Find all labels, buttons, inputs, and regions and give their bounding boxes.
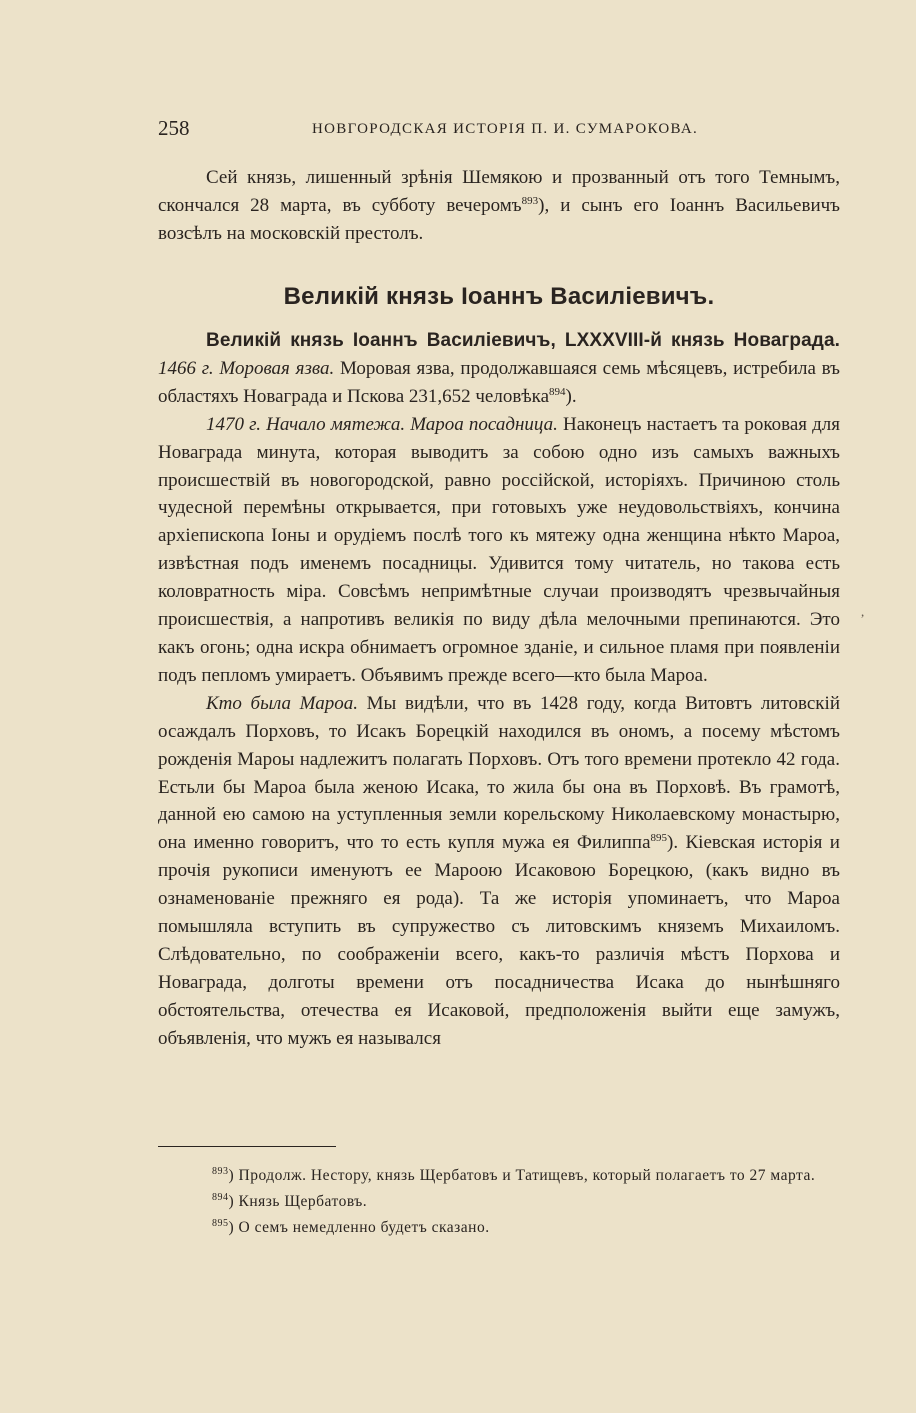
paragraph-1470 (158, 411, 840, 690)
footnote-number: 893 (212, 1166, 229, 1177)
footnote-number: 895 (212, 1218, 229, 1229)
paragraph-who-text-1: Мы видѣли, что въ 1428 году, когда Витовтъ литовскій осаждалъ Порховъ, то Исакъ Борецкій находился въ ономъ, а посему мѣстомъ рожденія Мароы надлежитъ полагать Порховъ. Отъ того времени протекло 42 года. Естьли бы Мароа была женою Исака, то жила бы она въ Порховѣ. Въ грамотѣ, данной ею самою на уступленныя земли корельскому Николаевскому монастырю, она именно говоритъ, что то есть купля мужа ея Филиппа (158, 692, 840, 854)
marginal-marker-martha: Кто была Мароа. (206, 692, 358, 714)
footnote-894 (158, 1189, 840, 1215)
footnote-893 (158, 1163, 840, 1189)
intro-text-2: ), и сынъ его Іоаннъ Васильевичъ возсѣлъ на московскій престолъ. (158, 194, 840, 244)
footnote-ref-895[interactable]: 895 (650, 832, 667, 845)
margin-mark: , (861, 604, 865, 619)
footnote-895 (158, 1215, 840, 1241)
section-text-1: Моровая язва, продолжавшаяся семь мѣсяцевъ, истребила въ областяхъ Новаграда и Пскова 231,652 человѣка (158, 357, 840, 407)
paragraph-who-was-martha (158, 690, 840, 1053)
paragraph-who-text-2: ). Кіевская исторія и прочія рукописи именуютъ ее Мароою Исаковою Борецкою, (какъ видно въ ознаменованіе прежняго ея рода). Та же исторія упоминаетъ, что Мароа помышляла вступить въ супружество съ литовскимъ княземъ Михаиломъ. Слѣдовательно, по соображеніи всего, какъ-то различія мѣстъ Порхова и Новаграда, долготы времени отъ посадничества Исака до нынѣшняго обстоятельства, отечества ея Исаковой, предположенія выйти еще замужъ, объявленія, что мужъ ея назывался (158, 832, 840, 1049)
intro-block (158, 164, 840, 248)
running-head (158, 116, 840, 146)
section-paragraph (158, 327, 840, 411)
running-title: НОВГОРОДСКАЯ ИСТОРІЯ П. И. СУМАРОКОВА. (312, 121, 699, 137)
footnote-number: 894 (212, 1192, 229, 1203)
footnote-ref-894[interactable]: 894 (549, 385, 566, 398)
section-text-2: ). (565, 385, 577, 407)
intro-text-1: Сей князь, лишенный зрѣнія Шемякою и прозванный отъ того Темнымъ, скончался 28 марта, въ субботу вечеромъ (158, 167, 840, 216)
footnotes (158, 1163, 840, 1241)
body-block (158, 327, 840, 1053)
section-heading: Великій князь Іоаннъ Василіевичъ, LXXXVIII-й князь Новаграда. (206, 330, 840, 351)
chapter-title: Великій князь Іоаннъ Василіевичъ. (283, 283, 715, 310)
footnote-text: ) Продолж. Нестору, князь Щербатовъ и Татищевъ, который полагаетъ то 27 марта. (228, 1167, 816, 1184)
footnote-text: ) Князь Щербатовъ. (228, 1193, 368, 1210)
marginal-marker-1470: 1470 г. Начало мятежа. Мароа посадница. (206, 413, 558, 435)
footnote-text: ) О семъ немедленно будетъ сказано. (228, 1219, 490, 1236)
page-number: 258 (158, 116, 190, 140)
footnote-ref-893[interactable]: 893 (521, 194, 539, 207)
intro-paragraph (158, 164, 840, 248)
marginal-marker-1466: 1466 г. Моровая язва. (158, 357, 335, 379)
paragraph-1470-text: Наконецъ настаетъ та роковая для Новаграда минута, которая выводитъ за собою одно изъ самыхъ важныхъ происшествій въ новогородской, равно россійской, исторіяхъ. Причиною столь чудесной перемѣны открывается, при готовыхъ уже неудовольствіяхъ, кончина архіепископа Іоны и орудіемъ послѣ того къ мятежу одна женщина нѣкто Мароа, извѣстная подъ именемъ посадницы. Удивится тому читатель, но такова есть коловратность міра. Совсѣмъ непримѣтные случаи производятъ чрезвычайныя происшествія, а напротивъ великія по виду дѣла мелочными препинаются. Это какъ огонь; одна искра обнимаетъ огромное зданіе, и сильное пламя при появленіи подъ пепломъ умираетъ. Объявимъ прежде всего—кто была Мароа. (158, 413, 841, 686)
footnote-divider (158, 1146, 336, 1147)
